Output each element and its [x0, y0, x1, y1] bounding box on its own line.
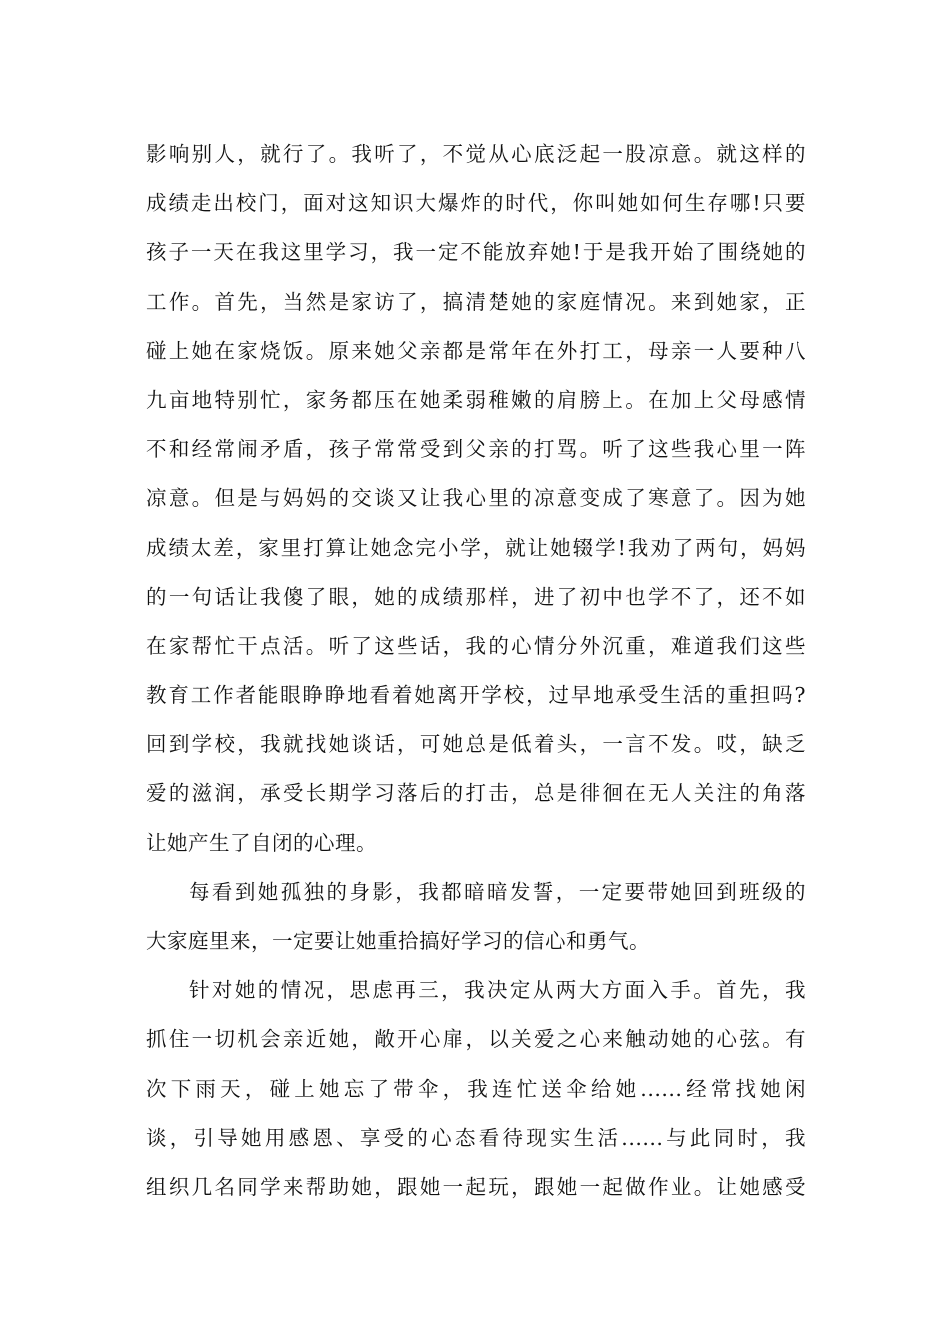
text-line: 让她产生了自闭的心理。: [146, 830, 377, 855]
text-line: 影响别人，就行了。我听了，不觉从心底泛起一股凉意。就这样的: [146, 142, 806, 166]
text-line: 九亩地特别忙，家务都压在她柔弱稚嫩的肩膀上。在加上父母感情: [146, 387, 806, 412]
text-line: 组织几名同学来帮助她，跟她一起玩，跟她一起做作业。让她感受: [146, 1174, 806, 1199]
text-line: 的一句话让我傻了眼，她的成绩那样，进了初中也学不了，还不如: [146, 584, 806, 609]
text-line: 次下雨天，碰上她忘了带伞，我连忙送伞给她......经常找她闲: [146, 1076, 806, 1101]
text-line: 谈，引导她用感恩、享受的心态看待现实生活......与此同时，我: [146, 1125, 806, 1150]
body-text: [146, 130, 806, 1212]
text-line: 成绩走出校门，面对这知识大爆炸的时代，你叫她如何生存哪!只要: [146, 191, 806, 216]
text-line: 凉意。但是与妈妈的交谈又让我心里的凉意变成了寒意了。因为她: [146, 486, 806, 511]
paragraph-first-line: 针对她的情况，思虑再三，我决定从两大方面入手。首先，我: [189, 978, 806, 1003]
text-line: 孩子一天在我这里学习，我一定不能放弃她!于是我开始了围绕她的: [146, 240, 806, 265]
text-line: 不和经常闹矛盾，孩子常常受到父亲的打骂。听了这些我心里一阵: [146, 437, 806, 462]
text-line: 成绩太差，家里打算让她念完小学，就让她辍学!我劝了两句，妈妈: [146, 535, 806, 560]
text-line: 爱的滋润，承受长期学习落后的打击，总是徘徊在无人关注的角落: [146, 781, 806, 806]
text-line: 工作。首先，当然是家访了，搞清楚她的家庭情况。来到她家，正: [146, 289, 806, 314]
text-line: 回到学校，我就找她谈话，可她总是低着头，一言不发。哎，缺乏: [146, 732, 806, 757]
text-line: 抓住一切机会亲近她，敞开心扉，以关爱之心来触动她的心弦。有: [146, 1027, 806, 1052]
text-line: 教育工作者能眼睁睁地看着她离开学校，过早地承受生活的重担吗?: [146, 683, 806, 708]
paragraph-first-line: 每看到她孤独的身影，我都暗暗发誓，一定要带她回到班级的: [189, 879, 806, 904]
text-line: 碰上她在家烧饭。原来她父亲都是常年在外打工，母亲一人要种八: [146, 338, 806, 363]
text-line: 大家庭里来，一定要让她重拾搞好学习的信心和勇气。: [146, 929, 650, 953]
text-line: 在家帮忙干点活。听了这些话，我的心情分外沉重，难道我们这些: [146, 633, 806, 658]
